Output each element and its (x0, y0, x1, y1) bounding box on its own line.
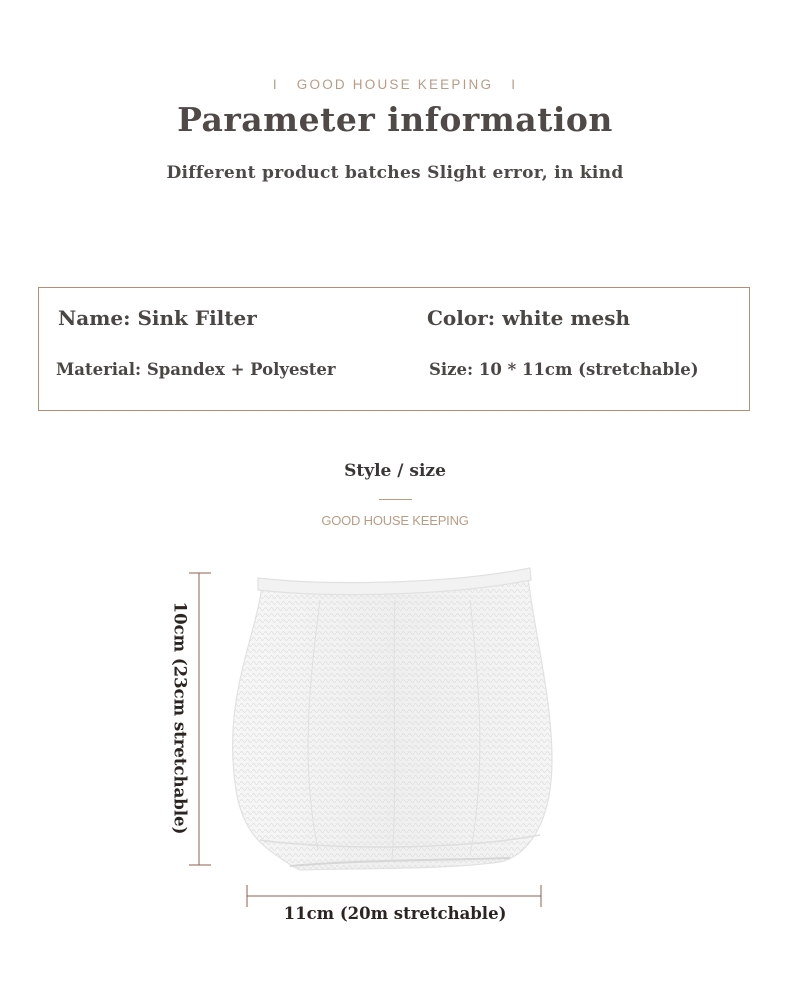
param-size: Size: 10 * 11cm (stretchable) (429, 360, 699, 379)
height-label: 10cm (23cm stretchable) (170, 601, 190, 835)
height-dimension-marker (189, 573, 211, 865)
width-label: 11cm (20m stretchable) (283, 904, 507, 923)
kicker-divider-left: I (272, 77, 279, 92)
mesh-filter-bag-icon (233, 568, 552, 870)
kicker-text: GOOD HOUSE KEEPING (296, 77, 494, 92)
page-title: Parameter information (177, 100, 613, 139)
kicker-divider-right: I (511, 77, 518, 92)
param-color: Color: white mesh (427, 306, 631, 330)
style-size-title: Style / size (344, 461, 446, 481)
param-name: Name: Sink Filter (58, 306, 257, 330)
page-subtitle: Different product batches Slight error, in kind (166, 163, 624, 183)
param-material: Material: Spandex + Polyester (56, 360, 336, 379)
style-size-kicker: GOOD HOUSE KEEPING (321, 513, 469, 528)
